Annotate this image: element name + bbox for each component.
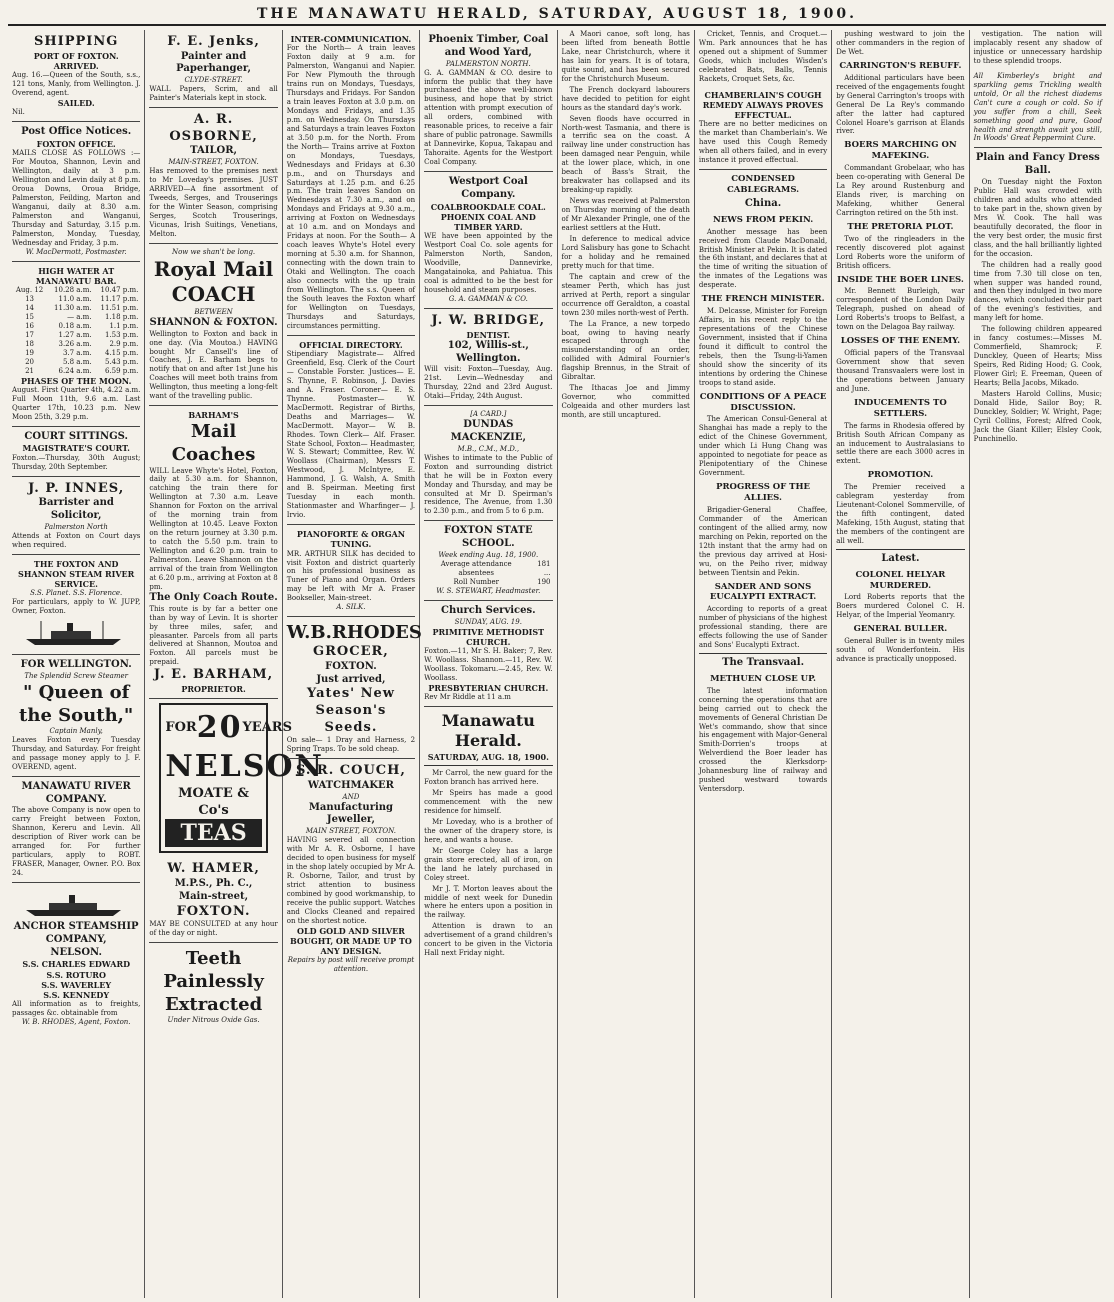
article-paragraph: The following children appeared in fancy costumes:—Misses M. Commerfield, Shamrock; F. Dunckley, Queen of Hearts; Miss Speirs, Red Riding Hood; G. Cook, Flower Girl; E. Freeman, Queen of Hearts; Bella Jacobs, Mikado. bbox=[973, 325, 1102, 387]
wellington-title: FOR WELLINGTON. bbox=[20, 659, 132, 671]
osborne-place: MAIN-STREET, FOXTON. bbox=[168, 158, 259, 167]
mails-text: MAILS CLOSE AS FOLLOWS :— For Moutoa, Shannon, Levin and Wellington, daily at 3 p.m. Wellington and Levin daily at 8 p.m. Oroua Downs, Oroua Bridge, Palmerston, Feilding, Marton and Wanganui, daily at 8.30 a.m. Palmerston and Wanganui, Thursday and Saturday, 3.15 p.m. Palmerston, Monday, Tuesday, Wednesday and Friday, 3 p.m. bbox=[12, 149, 141, 247]
court-title: COURT SITTINGS. bbox=[24, 430, 128, 442]
nelson-teas: TEAS bbox=[165, 819, 261, 847]
card-label: [A CARD.] bbox=[470, 410, 507, 419]
cough-title: CHAMBERLAIN'S COUGH REMEDY ALWAYS PROVES EFFECTUAL. bbox=[702, 89, 824, 121]
poem-text: All Kimberley's bright and sparkling gems Trickling wealth untold, Or all the richest diadems Can't cure a cough or cold. So if you suffer from a chill, Seek something good and pure, Good health and strength await you still, In Woods' Great Peppermint Cure. bbox=[973, 71, 1102, 143]
school-notice bbox=[424, 521, 552, 600]
article-paragraph: In deference to medical advice Lord Salisbury has gone to Schacht for a holiday and he remained pretty much for that time. bbox=[561, 234, 690, 270]
article-paragraph: News was received at Palmerston on Thursday morning of the death of Mr Alexander Pringle, one of the earliest settlers at the Hutt. bbox=[561, 197, 690, 233]
column-7 bbox=[832, 30, 969, 1298]
mafeking-text: Commandant Grobelaar, who has been co-operating with General De La Rey around Rustenburg and Elands river, is marching on Mafeking, whither General Carrington retired on the 5th inst. bbox=[836, 164, 965, 217]
nelson-co: MOATE & Co's bbox=[178, 785, 250, 818]
jenks-role: Painter and Paperhanger, bbox=[176, 50, 251, 75]
tide-cell: 3.26 a.m. bbox=[58, 339, 92, 348]
tide-cell: 6.24 a.m. bbox=[58, 366, 92, 375]
anchor-ship-list bbox=[12, 959, 140, 1000]
herald-date: SATURDAY, AUG. 18, 1900. bbox=[427, 751, 549, 762]
innes-role: Barrister and Solicitor, bbox=[38, 497, 114, 522]
yates-title: Yates' New Season's Seeds. bbox=[306, 686, 395, 735]
article-paragraph: The La France, a new torpedo boat, owing to having nearly escaped through the misunderstanding of an order, collided with Admiral Fournier's flagship Brennus, in the Strait of Gibraltar. bbox=[561, 319, 690, 382]
column-2 bbox=[145, 30, 324, 1298]
anchor-text: All information as to freights, passages &c. obtainable from bbox=[12, 1000, 141, 1018]
nelson-for: FOR bbox=[165, 720, 197, 736]
couch-and: AND bbox=[342, 792, 360, 801]
nelson-years: YEARS bbox=[242, 720, 292, 736]
column-3 bbox=[283, 30, 420, 1298]
col8-intro: vestigation. The nation will implacably resent any shadow of injustice or unnecessary hardship to these splendid troops. bbox=[973, 30, 1102, 65]
phoenix-place: PALMERSTON NORTH. bbox=[445, 59, 531, 68]
article-paragraph: Mr Loveday, who is a brother of the owner of the drapery store, is here, and wants a house. bbox=[424, 817, 553, 844]
osborne-name: A. R. OSBORNE, bbox=[169, 112, 258, 144]
coach-text: Wellington to Foxton and back in one day. (Via Moutoa.) HAVING bought Mr Cansell's line of Coaches, J. E. Barham begs to notify that on and after 1st June his Coaches will meet both trains from Wellington, thus meeting a long-felt want of the travelling public. bbox=[149, 329, 278, 401]
official-text: Stipendiary Magistrate— Alfred Greenfield, Esq. Clerk of the Court— Constable Forster. Justices— E. S. Thynne, F. Robinson, J. Davies and A. Fraser. Coroner— E. S. Thynne. Postmaster— W. MacDermott. Registrar of Births, Deaths and Marriages— W. MacDermott. Mayor— W. B. Rhodes. Town Clerk— Alf. Fraser. State School, Foxton— Headmaster, W. S. Stewart; Committee, Rev. W. Woollass (Chairman), Messrs T. Westwood, J. McIntyre, E. Hammond, J. G. Walsh, A. Smith and B. Speirman. Meeting first Tuesday in each month. Stationmaster and Wharfinger— J. Irvio. bbox=[286, 349, 416, 520]
teeth-ad bbox=[149, 943, 277, 1029]
steam-ships: S.S. Planet. S.S. Florence. bbox=[30, 589, 123, 598]
helyar-text: Lord Roberts reports that the Boers murdered Colonel C. H. Helyar, of the Imperial Yeomanry. bbox=[836, 593, 965, 620]
tide-cell: 5.8 a.m. bbox=[62, 357, 92, 366]
carrington-text: Additional particulars have been received of the engagements fought by General Carrington's troops with General De La Rey's commando after the latter had captured Colonel Hoare's garrison at Elands river. bbox=[836, 73, 965, 136]
peppermint-poem bbox=[974, 68, 1102, 149]
school-week: Week ending Aug. 18, 1900. bbox=[438, 550, 539, 559]
church-title: Church Services. bbox=[440, 604, 536, 616]
teeth-sub: Under Nitrous Oxide Gas. bbox=[167, 1016, 260, 1025]
tide-cell: 15 bbox=[25, 312, 35, 321]
steam-river-ad bbox=[12, 555, 140, 656]
ball-title: Plain and Fancy Dress Ball. bbox=[975, 152, 1100, 177]
eucalypti-title: SANDER AND SONS EUCALYPTI EXTRACT. bbox=[709, 581, 817, 603]
cough-text: There are no better medicines on the market than Chamberlain's. We have used this Cough Remedy when all others failed, and in every instance it proved effectual. bbox=[698, 120, 828, 165]
china-title: China. bbox=[744, 197, 782, 209]
jenks-place: CLYDE-STREET. bbox=[184, 76, 243, 85]
hamer-name: W. HAMER, bbox=[167, 861, 260, 877]
arrived-text: Aug. 16.—Queen of the South, s.s., 121 tons, Manly, from Wellington. J. Overend, agent. bbox=[12, 71, 141, 97]
article-paragraph: The captain and crew of the steamer Perth, which has just arrived at Perth, report a singular occurrence off Geraldton, a coastal town 230 miles north-west of Perth. bbox=[561, 272, 690, 317]
shipping-section bbox=[12, 30, 140, 122]
sailed-title: SAILED. bbox=[57, 97, 95, 108]
yates-text: On sale— 1 Dray and Harness, 2 Spring Traps. To be sold cheap. bbox=[286, 736, 416, 754]
settlers-text: The farms in Rhodesia offered by British South African Company as an inducement to Australasians to settle there are each 3000 acres in extent. bbox=[836, 421, 965, 466]
westport-sub: COALBROOKDALE COAL. bbox=[430, 201, 546, 212]
school-row bbox=[424, 560, 552, 569]
anchor-title: ANCHOR STEAMSHIP COMPANY, bbox=[13, 921, 139, 945]
peace-text: The American Consul-General at Shanghai has made a reply to the edict of the Chinese Government, under which Li Hung Chang was appointed to negotiate for peace as Plenipotentiary of the Chinese Government. bbox=[698, 415, 828, 478]
only-text: This route is by far a better one than by way of Levin. It is shorter by three miles, safer, and pleasanter. Parcels from all parts delivered at Shannon, Moutoa and Foxton. All parcels must be prepaid. bbox=[149, 604, 278, 667]
phoenix-title: Phoenix Timber, Coal and Wood Yard, bbox=[428, 34, 549, 58]
rhodes-place: FOXTON. bbox=[325, 660, 377, 672]
royal-mail-title: Royal Mail COACH bbox=[153, 256, 274, 307]
anchor-place: NELSON. bbox=[50, 946, 103, 958]
piano-sig: A. SILK. bbox=[336, 603, 366, 612]
piano-ad bbox=[287, 525, 415, 617]
tide-cell: 11.0 a.m. bbox=[58, 295, 92, 304]
tide-cell: 1.18 p.m. bbox=[104, 312, 139, 321]
mackenzie-name: DUNDAS MACKENZIE, bbox=[450, 419, 526, 443]
tide-row bbox=[12, 340, 140, 349]
official-directory bbox=[287, 336, 415, 525]
tide-title: HIGH WATER AT MANAWATU BAR. bbox=[35, 265, 117, 286]
tide-cell: 2.9 p.m. bbox=[109, 339, 139, 348]
pekin-title: NEWS FROM PEKIN. bbox=[712, 214, 814, 225]
tide-cell: 11.17 p.m. bbox=[100, 295, 139, 304]
queen-name: " Queen of the South," bbox=[19, 681, 134, 727]
tide-cell: Aug. 12 bbox=[15, 286, 44, 295]
couch-sub: Manufacturing Jeweller, bbox=[308, 801, 394, 826]
westport-ad bbox=[424, 172, 552, 309]
couch-role: WATCHMAKER bbox=[307, 779, 394, 791]
cricket-text: Cricket, Tennis, and Croquet.—Wm. Park announces that he has opened out a shipment of Summer Goods, which includes Wisden's celebrated Bats, Balls, Tennis Rackets, Croquet Sets, &c. bbox=[698, 30, 828, 83]
boer-lines-title: INSIDE THE BOER LINES. bbox=[837, 274, 964, 285]
phases-text: August. First Quarter 4th, 4.22 a.m. Full Moon 11th, 9.6 a.m. Last Quarter 17th, 10.23 p.m. New Moon 25th, 3.29 p.m. bbox=[12, 385, 141, 421]
allies-text: Brigadier-General Chaffee, Commander of the American contingent of the allied army, now marching on Pekin, reported on the 12th instant that the army had on the previous day arrived at Hosi-wu, on the Peiho river, midway between Tientsin and Pekin. bbox=[698, 505, 828, 577]
promotion-text: The Premier received a cablegram yesterday from Lieutenant-Colonel Sommerville, of the fifth contingent, dated Mafeking, 15th August, stating that the members of the contingent are all well. bbox=[836, 483, 965, 545]
latest-title: Latest. bbox=[881, 552, 920, 564]
anchor-company-ad bbox=[12, 883, 140, 1031]
tide-cell: 17 bbox=[25, 330, 35, 339]
divider bbox=[699, 653, 827, 654]
tide-row bbox=[12, 358, 140, 367]
school-cell: 190 bbox=[537, 577, 551, 586]
osborne-role: TAILOR, bbox=[190, 145, 237, 157]
anchor-ship-name: S.S. ROTURO bbox=[46, 969, 106, 980]
rhodes-ad bbox=[286, 617, 422, 759]
phoenix-text: G. A. GAMMAN & CO. desire to inform the public that they have purchased the above well-known business, and hope that by strict attention with prompt execution of all orders, combined with reasonable prices, to receive a fair share of public patronage. Sawmills at Dannevirke, Kopua, Takapau and Tahoraite. Agents for the Westport Coal Company. bbox=[424, 68, 553, 167]
couch-text: HAVING severed all connection with Mr A. R. Osborne, I have decided to open business for myself in the shop lately occupied by Mr A. R. Osborne, Tailor, and trust by strict attention to business combined by good workmanship, to receive the public support. Watches and Clocks Cleaned and repaired on the shortest notice. bbox=[286, 836, 416, 925]
bridge-place: 102, Willis-st., Wellington. bbox=[447, 339, 529, 364]
post-title: Post Office Notices. bbox=[21, 126, 132, 138]
hamer-text: MAY BE CONSULTED at any hour of the day or night. bbox=[149, 920, 278, 938]
school-title: FOXTON STATE SCHOOL. bbox=[444, 525, 533, 550]
intercommunication bbox=[287, 30, 415, 336]
church-text: Foxton.—11, Mr S. H. Baker; 7, Rev. W. Woollass. Shannon.—11, Rev. W. Woollass. Tokomaru.—2.45, Rev. W. Woollass. bbox=[424, 646, 553, 682]
royal-mail-ad bbox=[149, 244, 277, 407]
presby-title: PRESBYTERIAN CHURCH. bbox=[428, 682, 549, 693]
tide-row bbox=[12, 295, 140, 304]
westport-text: WE have been appointed by the Westport Coal Co. sole agents for Palmerston North, Sandon, Woodville, Dannevirke, Mangatainoka, and Pahiatua. This coal is admitted to be the best for household and steam purposes. bbox=[424, 232, 553, 295]
westport-sub2: PHOENIX COAL AND TIMBER YARD. bbox=[440, 211, 536, 233]
school-table bbox=[424, 560, 552, 587]
coach-route: SHANNON & FOXTON. bbox=[149, 316, 278, 328]
presby-text: Rev Mr Riddle at 11 a.m bbox=[424, 693, 511, 702]
tide-cell: 20 bbox=[25, 357, 35, 366]
divider bbox=[836, 549, 964, 550]
tide-cell: 1.1 p.m. bbox=[109, 321, 139, 330]
queen-captain: Captain Manly, bbox=[49, 727, 103, 736]
tide-cell: 0.18 a.m. bbox=[58, 321, 92, 330]
herald-title: Manawatu Herald. bbox=[441, 710, 535, 751]
boer-lines-text: Mr. Bennett Burleigh, war correspondent of the London Daily Telegraph, pushed on ahead of Lord Roberts's troops to Belfast, a town on the Delagoa Bay railway. bbox=[836, 287, 965, 332]
post-sub: FOXTON OFFICE. bbox=[36, 138, 116, 149]
article-paragraph: A Maori canoe, soft long, has been lifted from beneath Bottle Lake, near Christchurch, where it has lain for years. It is of totara, quite sound, and has been secured for the Christchurch Museum. bbox=[561, 30, 690, 83]
losses-text: Official papers of the Transvaal Government show that seven thousand Transvaalers were lost in the operations between January and June. bbox=[836, 349, 965, 393]
court-sub: MAGISTRATE'S COURT. bbox=[22, 443, 130, 454]
bridge-text: Will visit: Foxton—Tuesday, Aug. 21st. Levin—Wednesday and Thursday, 22nd and 23rd August. Otaki—Friday, 24th August. bbox=[424, 365, 553, 401]
tide-cell: 3.7 a.m. bbox=[62, 348, 92, 357]
tide-cell: 16 bbox=[25, 321, 35, 330]
tide-cell: 6.59 p.m. bbox=[104, 366, 139, 375]
nelson-number: 20 bbox=[196, 710, 243, 746]
rhodes-name: W.B.RHODES bbox=[286, 622, 422, 644]
losses-title: LOSSES OF THE ENEMY. bbox=[840, 336, 961, 347]
column-4 bbox=[420, 30, 557, 1298]
hamer-street: Main-street, bbox=[179, 890, 249, 902]
tide-cell: 14 bbox=[25, 303, 35, 312]
church-services bbox=[424, 601, 552, 707]
hamer-role: M.P.S., Ph. C., bbox=[174, 878, 253, 889]
yates-arrived: Just arrived, bbox=[316, 673, 386, 685]
port-title: PORT OF FOXTON. bbox=[33, 50, 119, 61]
innes-ad bbox=[12, 477, 140, 555]
news-article bbox=[562, 30, 690, 420]
osborne-text: Has removed to the premises next to Mr Loveday's premises. JUST ARRIVED—A fine assortment of Tweeds, Serges, and Trouserings for the Winter Season, comprising Serges, Scotch Trouserings, Vicunas, Irish Suitings, Venetians, Melton. bbox=[149, 167, 278, 238]
coach-prompt: Now we shan't be long. bbox=[171, 247, 256, 256]
barham-title: BARHAM'S bbox=[188, 410, 239, 421]
promotion-title: PROMOTION. bbox=[867, 470, 934, 481]
mafeking-title: BOERS MARCHING ON MAFEKING. bbox=[844, 140, 957, 162]
couch-place: MAIN STREET, FOXTON. bbox=[305, 827, 397, 836]
river-title: MANAWATU RIVER COMPANY. bbox=[21, 780, 131, 805]
school-row bbox=[424, 578, 552, 587]
river-text: The above Company is now open to carry Freight between Foxton, Shannon, Kereru and Levin. All description of River work can be arranged for. For further particulars, apply to ROBT. FRASER, Manager, Owner. P.O. Box 24. bbox=[12, 806, 141, 878]
postmaster: W. MacDermott, Postmaster. bbox=[25, 247, 127, 256]
court-text: Foxton.—Thursday, 30th August; Thursday, 20th September. bbox=[12, 453, 141, 471]
tide-row bbox=[12, 304, 140, 313]
article-paragraph: Seven floods have occurred in North-west Tasmania, and there is a terrific sea on the coast. A railway line under construction has been damaged near Penguin, while at the lower place, which, in one beach of Bass's Strait, the breakwater has collapsed and its breaking-up rapidly. bbox=[561, 114, 690, 195]
article-paragraph: Attention is drawn to an advertisement of a grand children's concert to be given in the Victoria Hall next Friday night. bbox=[424, 922, 553, 958]
editorial-article bbox=[424, 769, 552, 958]
mail-coaches: Mail Coaches bbox=[171, 421, 256, 466]
tide-cell: 10.28 a.m. bbox=[54, 286, 92, 295]
nelson-teas-ad bbox=[159, 703, 324, 853]
tide-cell: 5.43 p.m. bbox=[104, 357, 139, 366]
buller-title: GENERAL BULLER. bbox=[853, 624, 948, 635]
tide-row bbox=[12, 286, 140, 295]
allies-title: PROGRESS OF THE ALLIES. bbox=[716, 482, 811, 504]
school-cell: ... bbox=[543, 568, 551, 577]
herald-editorial bbox=[424, 707, 552, 958]
divider bbox=[424, 765, 552, 766]
methuen-title: METHUEN CLOSE UP. bbox=[710, 673, 817, 684]
anchor-ship-name: S.S. KENNEDY bbox=[43, 990, 110, 1001]
tide-cell: 19 bbox=[25, 348, 35, 357]
queen-sub: The Splendid Screw Steamer bbox=[24, 672, 128, 681]
tide-cell: — a.m. bbox=[67, 312, 92, 321]
steam-title: THE FOXTON AND SHANNON STEAM RIVER SERVICE. bbox=[18, 558, 135, 590]
bridge-name: J. W. BRIDGE, bbox=[431, 312, 546, 328]
masthead: THE MANAWATU HERALD, SATURDAY, AUGUST 18, 1900. bbox=[8, 6, 1106, 26]
tide-row bbox=[12, 367, 140, 376]
westport-sig: G. A. GAMMAN & CO. bbox=[448, 295, 528, 303]
shipping-title: SHIPPING bbox=[34, 34, 119, 49]
couch-gold: OLD GOLD AND SILVER BOUGHT, OR MADE UP TO ANY DESIGN. bbox=[290, 925, 412, 957]
carrington-title: CARRINGTON'S REBUFF. bbox=[839, 60, 962, 71]
article-paragraph: The Ithacas Joe and Jimmy Governor, who committed Colgeaida and other murders last month, are still uncaptured. bbox=[561, 384, 690, 420]
hamer-place: FOXTON. bbox=[176, 903, 251, 919]
cough-ad bbox=[699, 86, 827, 170]
mail-text: WILL Leave Whyte's Hotel, Foxton, daily at 5.30 a.m. for Shannon, catching the train there for Wellington at 7.30 a.m. Leave Shannon for Foxton on the arrival of the morning train from Wellington at 10.45. Leave Foxton on the return journey at 3.30 p.m. to catch the 5.50 p.m. train to Wellington and 6.20 p.m. train to Palmerston. Leave Shannon on the arrival of the train from Wellington at 6.20 p.m., arriving at Foxton at 8 pm. bbox=[149, 466, 278, 591]
article-paragraph: The French dockyard labourers have decided to petition for eight hours as the standard day's work. bbox=[561, 85, 690, 112]
phoenix-ad bbox=[424, 30, 552, 172]
french-title: THE FRENCH MINISTER. bbox=[701, 294, 825, 305]
bridge-role: DENTIST. bbox=[466, 329, 511, 340]
steam-owner: For particulars, apply to W. JUPP, Owner, Foxton. bbox=[12, 598, 141, 616]
queen-text: Leaves Foxton every Tuesday Thursday, and Saturday. For freight and passage money apply to J. F. OVEREND, agent. bbox=[12, 736, 141, 771]
osborne-ad bbox=[149, 108, 277, 244]
barham-role: PROPRIETOR. bbox=[181, 683, 246, 694]
couch-name: S. R. COUCH, bbox=[295, 763, 406, 779]
church-date: SUNDAY, AUG. 19. bbox=[454, 617, 522, 626]
nelson-name: NELSON bbox=[165, 748, 324, 784]
school-sig: W. S. STEWART, Headmaster. bbox=[436, 586, 541, 595]
settlers-title: INDUCEMENTS TO SETTLERS. bbox=[854, 397, 947, 419]
article-paragraph: On Tuesday night the Foxton Public Hall was crowded with children and adults who attended to take part in the, shown given by Mrs W. Cook. The hall was beautifully decorated, the floor in the very best order, the music first class, and the hall brilliantly lighted for the occasion. bbox=[973, 178, 1102, 258]
hamer-ad bbox=[149, 857, 277, 943]
column-8 bbox=[970, 30, 1106, 1298]
tide-row bbox=[12, 322, 140, 331]
article-paragraph: Mr George Coley has a large grain store erected, all of iron, on the land he lately purchased in Coley street. bbox=[424, 846, 553, 882]
only-route: The Only Coach Route. bbox=[149, 591, 278, 603]
cricket-notice bbox=[699, 30, 827, 84]
tide-cell: 4.15 p.m. bbox=[104, 348, 139, 357]
article-paragraph: Masters Harold Collins, Music; Donald Hide, Sailor Boy; R. Dunckley, Soldier; W. Wright, Page; Cyril Collins, Forest; Alfred Cook, Jack the Giant Killer; Elsley Cook, Punchinello. bbox=[973, 389, 1102, 443]
bridge-ad bbox=[424, 309, 552, 406]
court-sittings bbox=[12, 427, 140, 477]
mackenzie-text: Wishes to intimate to the Public of Foxton and surrounding district that he will be in Foxton every Monday and Thursday, and may be consulted at Mr D. Speirman's residence, The Avenue, from 1.30 to 2.30 p.m., and from 5 to 6 p.m. bbox=[424, 453, 553, 516]
tide-cell: 13 bbox=[25, 295, 35, 304]
french-text: M. Delcasse, Minister for Foreign Affairs, in his recent reply to the representations of the Chinese Government, insisted that if China found it difficult to control the rebels, then the Tsung-li-Yamen should show the sincerity of its intentions by ordering the Chinese troops to stand aside. bbox=[698, 307, 828, 387]
article-paragraph: Mr Carrol, the new guard for the Foxton branch has arrived here. bbox=[424, 769, 553, 787]
tide-row bbox=[12, 313, 140, 322]
anchor-ship-name: S.S. CHARLES EDWARD bbox=[22, 959, 131, 970]
intercom-text: For the North— A train leaves Foxton daily at 9 a.m. for Palmerston, Wanganui and Napier. For New Plymouth the through trains run on Mondays, Tuesdays, Thursdays and Fridays. For Sandon a train leaves Foxton at 3.0 p.m. on Mondays and Fridays, and 1.35 p.m. on Wednesday. On Thursdays and Saturdays a train leaves Foxton at 3.50 p.m. for the North. From the North— Trains arrive at Foxton on Mondays, Tuesdays, Wednesdays and Fridays at 6.30 p.m., and on Thursdays and Saturdays at 1.25 p.m. and 6.25 p.m. The train leaves Sandon on Wednesdays at 7.30 a.m., and on Mondays and Fridays at 9.30 a.m., arriving at Foxton on Wednesdays at 10 a.m. and on Mondays and Fridays at noon. For the South— A coach leaves Whyte's Hotel every morning at 5.30 a.m. for Shannon, connecting with the down train to Otaki and Wellington. The coach also connects with the up train from Wellington. The s.s. Queen of the South leaves the Foxton wharf for Wellington on Tuesdays, Thursdays and Saturdays, circumstances permitting. bbox=[286, 44, 416, 330]
barham-ad bbox=[149, 406, 277, 699]
school-row bbox=[424, 569, 552, 578]
tide-cell: 11.30 a.m. bbox=[54, 303, 92, 312]
article-paragraph: Mr Speirs has made a good commencement with the new residence for himself. bbox=[424, 789, 553, 815]
col7-intro: pushing westward to join the other commanders in the region of De Wet. bbox=[836, 30, 965, 56]
tide-cell: 18 bbox=[25, 339, 35, 348]
tide-cell: 21 bbox=[25, 366, 35, 375]
teeth-title: Teeth Painlessly Extracted bbox=[163, 948, 264, 1016]
tide-table bbox=[12, 262, 140, 427]
tide-cell: 11.51 p.m. bbox=[100, 303, 139, 312]
mackenzie-ad bbox=[424, 406, 552, 521]
column-1 bbox=[8, 30, 145, 1298]
tide-cell: 1.53 p.m. bbox=[104, 330, 139, 339]
columns bbox=[8, 30, 1106, 1298]
eucalypti-text: According to reports of a great number of physicians of the highest professional standing, there are effects following the use of Sander and Sons' Eucalypti Extract. bbox=[698, 605, 828, 650]
article-paragraph: The children had a really good time from 7.30 till close on ten, when supper was handed round, and then they indulged in two more dances, which concluded their part of the evening's festivities, and many left for home. bbox=[973, 260, 1102, 323]
piano-title: PIANOFORTE & ORGAN TUNING. bbox=[296, 529, 406, 550]
pekin-text: Another message has been received from Claude MacDonald, British Minister at Pekin. It is dated the 6th instant, and declares that at the time of writing the situation of the inmates of the Legations was desperate. bbox=[698, 227, 828, 290]
column-6 bbox=[695, 30, 832, 1298]
pretoria-title: THE PRETORIA PLOT. bbox=[847, 221, 954, 232]
school-cell: absentees bbox=[458, 568, 495, 577]
mackenzie-role: M.B., C.M., M.D., bbox=[457, 444, 520, 453]
innes-text: Attends at Foxton on Court days when required. bbox=[12, 531, 141, 549]
innes-place: Palmerston North bbox=[44, 522, 108, 531]
pretoria-text: Two of the ringleaders in the recently discovered plot against Lord Roberts wore the uniform of British officers. bbox=[836, 234, 965, 270]
cables-title: CONDENSED CABLEGRAMS. bbox=[727, 174, 800, 196]
piano-text: MR. ARTHUR SILK has decided to visit Foxton and district quarterly on his professional business as Tuner of Piano and Organ. Orders may be left with Mr A. Fraser Bookseller, Main-street. bbox=[286, 549, 416, 603]
transvaal-title: The Transvaal. bbox=[722, 657, 805, 669]
rhodes-role: GROCER, bbox=[313, 644, 389, 660]
anchor-agent: W. B. RHODES, Agent, Foxton. bbox=[21, 1018, 131, 1027]
jenks-ad bbox=[149, 30, 277, 108]
river-company-ad bbox=[12, 777, 140, 883]
buller-text: General Buller is in twenty miles south of Wonderfontein. His advance is practically unopposed. bbox=[836, 637, 965, 664]
methuen-text: The latest information concerning the operations that are being carried out to check the movements of General Christian De Wet's commando, show that since his engagement with Major-General Smith-Dorrien's troops at Welverdiend the Boer leader has crossed the Klerksdorp-Johannesburg line of railway and pushed westward towards Ventersdorp. bbox=[698, 686, 828, 794]
jenks-text: WALL Papers, Scrim, and all Painter's Materials kept in stock. bbox=[149, 85, 278, 103]
article-paragraph: Mr J. T. Morton leaves about the middle of next week for Dunedin where he enters upon a position in the railway. bbox=[424, 884, 553, 920]
church-sub: PRIMITIVE METHODIST CHURCH. bbox=[432, 626, 545, 647]
intercom-title: INTER-COMMUNICATION. bbox=[290, 34, 412, 44]
couch-repairs: Repairs by post will receive prompt attention. bbox=[287, 956, 415, 974]
ball-article bbox=[974, 178, 1102, 444]
westport-title: Westport Coal Company. bbox=[448, 176, 528, 200]
official-title: OFFICIAL DIRECTORY. bbox=[299, 339, 403, 350]
peace-title: CONDITIONS OF A PEACE DISCUSSION. bbox=[699, 391, 827, 413]
arrived-title: ARRIVED. bbox=[53, 60, 99, 71]
tide-row bbox=[12, 349, 140, 358]
school-cell: Roll Number bbox=[453, 577, 499, 586]
school-cell: 181 bbox=[537, 559, 551, 568]
steamship-icon bbox=[21, 890, 131, 918]
sailed-text: Nil. bbox=[12, 108, 25, 117]
helyar-title: COLONEL HELYAR MURDERED. bbox=[855, 569, 946, 591]
phases-title: PHASES OF THE MOON. bbox=[20, 375, 132, 386]
steamship-icon bbox=[21, 619, 131, 647]
column-5 bbox=[558, 30, 695, 1298]
tide-rows bbox=[12, 286, 140, 376]
tide-cell: 10.47 p.m. bbox=[100, 286, 139, 295]
couch-ad bbox=[287, 759, 415, 978]
tide-cell: 1.27 a.m. bbox=[58, 330, 92, 339]
school-cell: Average attendance bbox=[440, 559, 512, 568]
tide-row bbox=[12, 331, 140, 340]
jenks-name: F. E. Jenks, bbox=[167, 34, 260, 49]
post-office-notice bbox=[12, 122, 140, 261]
queen-south-ad bbox=[12, 655, 140, 777]
innes-name: J. P. INNES, bbox=[28, 480, 125, 496]
coach-between: BETWEEN bbox=[194, 307, 233, 316]
barham-name: J. E. BARHAM, bbox=[153, 667, 274, 683]
anchor-ship-name: S.S. WAVERLEY bbox=[41, 979, 112, 990]
